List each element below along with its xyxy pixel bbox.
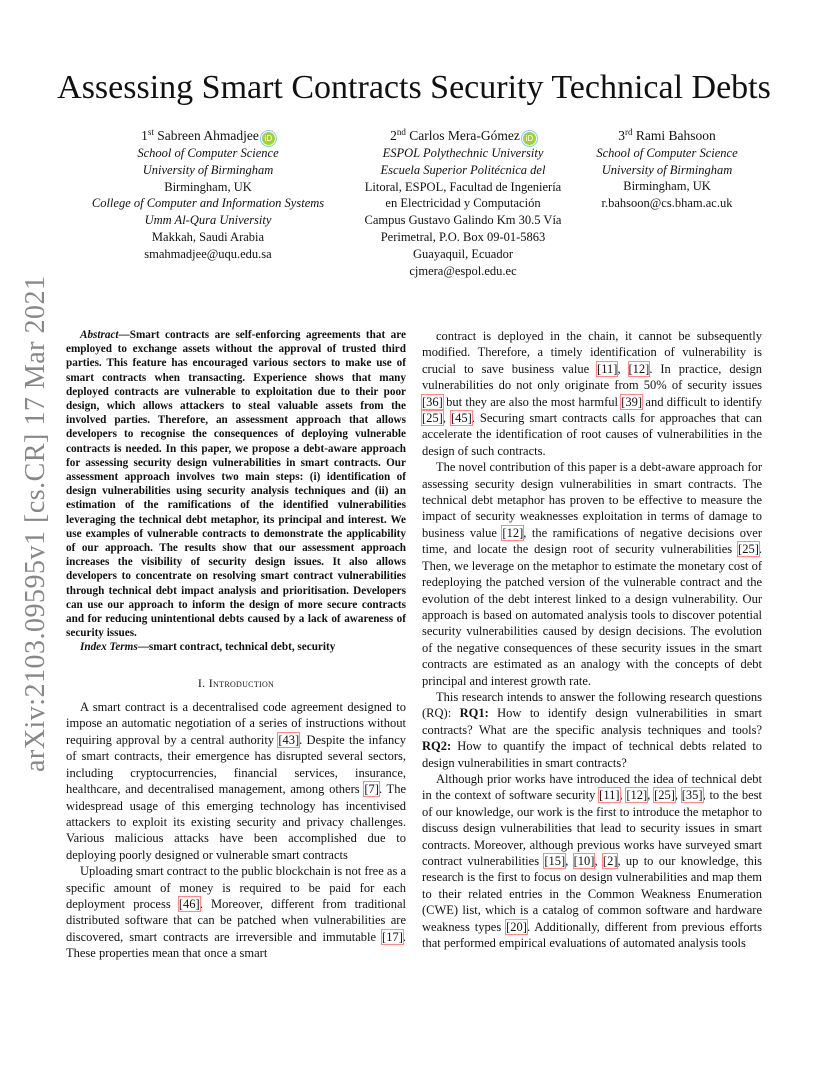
orcid-icon[interactable]: iD [262, 132, 275, 145]
citation-link[interactable]: [12] [626, 788, 648, 803]
paragraph: The novel contribution of this paper is a debt-aware approach for assessing security design vulnerabilities in smart contracts. The technical debt metaphor has proven to be effective to measure the impact of security weaknesses exploitation in terms of damage to business value [12], the ramifications of negative decisions over time, and locate the design root of security vulnerabilities [25]. Then, we leverage on the metaphor to estimate the monetary cost of redeploying the patched version of the vulnerable contract and the evolution of the debt interest linked to a design vulnerability. Our approach is based on automated analysis tools to discover potential security vulnerabilities caused by design decisions. The evolution of the negative consequences of these security issues in the smart contracts are estimated as an analogy with the concepts of debt principal and interest growth rate. [422, 460, 762, 688]
affiliation-line: ESPOL Polythechnic University [382, 146, 544, 160]
citation-link[interactable]: [11] [599, 788, 620, 803]
affiliation-line: Guayaquil, Ecuador [413, 246, 513, 261]
citation-link[interactable]: [35] [681, 788, 703, 803]
affiliation-line: Perimetral, P.O. Box 09-01-5863 [380, 229, 546, 244]
citation-link[interactable]: [20] [506, 919, 527, 934]
affiliation-line: College of Computer and Information Systems [91, 196, 325, 211]
orcid-icon[interactable]: iD [523, 132, 536, 145]
affiliation-line: University of Birmingham [142, 162, 274, 177]
affiliation-line: en Electricidad y Computación [385, 196, 541, 211]
left-column [66, 328, 406, 962]
affiliation-line: School of Computer Science [596, 145, 738, 160]
paragraph: This research intends to answer the following research questions (RQ): RQ1: How to identify design vulnerabilities in smart contracts? What are the specific analysis techniques and tools? RQ2: How to quantify the impact of technical debts related to design vulnerabilities in smart contracts? [422, 689, 762, 770]
paragraph: A smart contract is a decentralised code agreement designed to impose an automatic negotiation of a series of instructions without requiring approval by a central authority [43]. Despite the infancy of smart contracts, their emergence has disrupted several sectors, including cryptocurrencies, financial services, insurance, healthcare, and decentralised management, among others [7]. The widespread usage of this emerging technology has incentivised attackers to exploit its existing security and privacy challenges. Various malicious attacks have been accomplished due to deploying poorly designed or vulnerable smart contracts [66, 700, 407, 862]
affiliation-line: Escuela Superior Politécnica del [380, 162, 546, 177]
affiliation-line: Litoral, ESPOL, Facultad de Ingeniería [364, 179, 562, 194]
ordinal-suffix: st [147, 127, 154, 137]
abstract-label: Abstract [80, 329, 119, 341]
affiliation-line: smahmadjee@uqu.edu.sa [144, 246, 272, 261]
affiliation-line: Umm Al-Qura University [144, 213, 272, 228]
citation-link[interactable]: [12] [628, 361, 650, 376]
affiliation-line: University of Birmingham [601, 162, 733, 177]
affiliation-line: cjmera@espol.edu.ec [409, 263, 517, 278]
citation-link[interactable]: [11] [597, 361, 618, 376]
paragraph: Although prior works have introduced the idea of technical debt in the context of software security [11], [12], [25], [35], to the best of our knowledge, our work is the first to introduce the metaphor to discuss design vulnerabilities that lead to security issues in smart contracts. Moreover, although previous works have surveyed smart contract vulnerabilities [15], [10], [2], up to our knowledge, this research is the first to focus on design vulnerabilities and map them to their related entries in the Common Weakness Enumeration (CWE) list, which is a catalog of common software and hardware weakness types [20]. Additionally, different from previous efforts that performed empirical evaluations of automated analysis tools [422, 771, 763, 951]
index-terms-text: —smart contract, technical debt, security [137, 641, 336, 654]
citation-link[interactable]: [25] [654, 788, 675, 803]
author-name-line: 3rd Rami Bahsoon [618, 127, 716, 143]
ordinal-suffix: nd [396, 127, 406, 137]
research-question-label: RQ2: [422, 739, 452, 754]
citation-link[interactable]: [45] [450, 411, 472, 426]
abstract-text: —Smart contracts are self-enforcing agreements that are employed to exchange assets without the approval of trusted third parties. This feature has encouraged various sectors to make use of smart contracts when transacting. Experience shows that many deployed contracts are vulnerable to exploitation due to their poor design, which allows attackers to steal valuable assets from the involved parties. Therefore, an assessment approach that allows developers to recognise the consequences of deploying vulnerable contracts is needed. In this paper, we propose a debt-aware approach for assessing security design vulnerabilities in smart contracts. Our assessment approach involves two main steps: (i) identification of design vulnerabilities using security analysis techniques and (ii) an estimation of the ramifications of the identified vulnerabilities leveraging the technical debt metaphor, its principal and interest. We use examples of vulnerable contracts to demonstrate the applicability of our approach. The results show that our assessment approach increases the visibility of security design issues. It also allows developers to concentrate on resolving smart contract vulnerabilities through technical debt impact analysis and prioritisation. Developers can use our approach to inform the design of more secure contracts and for reducing unintentional debts caused by a lack of awareness of security issues. [66, 329, 406, 640]
citation-link[interactable]: [46] [178, 896, 200, 911]
right-column [422, 328, 762, 951]
affiliation-line: Makkah, Saudi Arabia [151, 229, 265, 244]
abstract [66, 328, 406, 640]
citation-link[interactable]: [36] [422, 394, 443, 409]
citation-link[interactable]: [2] [602, 854, 618, 868]
citation-link[interactable]: [17] [382, 929, 403, 944]
citation-link[interactable]: [25] [422, 411, 443, 426]
author-2 [348, 124, 578, 279]
paper-title: Assessing Smart Contracts Security Technical Debts [57, 69, 771, 106]
left-body [66, 699, 406, 962]
citation-link[interactable]: [39] [621, 394, 643, 409]
author-name-line: 1st Sabreen Ahmadjee iD [72, 124, 344, 145]
ordinal-suffix: rd [625, 127, 633, 137]
index-terms-label: Index Terms [80, 641, 138, 654]
paragraph: Uploading smart contract to the public blockchain is not free as a specific amount of money is required to be paid for each deployment process [46]. Moreover, different from traditional distributed software that can be patched when vulnerabilities are discovered, smart contracts are irreversible and immutable [17]. These properties mean that once a smart [66, 864, 406, 961]
citation-link[interactable]: [43] [278, 732, 300, 747]
affiliation-line: r.bahsoon@cs.bham.ac.uk [601, 196, 733, 211]
section-heading: I. Introduction [197, 675, 275, 690]
affiliation-line: Birmingham, UK [623, 179, 711, 194]
affiliation-line: School of Computer Science [137, 146, 279, 160]
citation-link[interactable]: [10] [573, 854, 595, 868]
affiliation-line: Birmingham, UK [164, 179, 252, 194]
author-1 [72, 124, 344, 263]
paragraph: contract is deployed in the chain, it cannot be subsequently modified. Therefore, a timely identification of vulnerability is crucial to save business value [11], [12]. In practice, design vulnerabilities do not only originate from 50% of security issues [36] but they are also the most harmful [39] and difficult to identify [25], [45]. Securing smart contracts calls for approaches that can accelerate the identification of root causes of vulnerabilities in the design of such contracts. [422, 329, 762, 458]
citation-link[interactable]: [12] [502, 525, 524, 540]
citation-link[interactable]: [15] [544, 854, 566, 868]
citation-link[interactable]: [7] [364, 782, 379, 797]
index-terms [66, 640, 406, 654]
author-3 [582, 124, 752, 212]
research-question-label: RQ1: [459, 706, 489, 721]
affiliation-line: Campus Gustavo Galindo Km 30.5 Vía [364, 213, 562, 228]
citation-link[interactable]: [25] [738, 542, 759, 557]
author-name-line: 2nd Carlos Mera-Gómez iD [348, 124, 578, 145]
arxiv-id: arXiv:2103.09595v1 [cs.CR] 17 Mar 2021 [20, 275, 51, 772]
right-body [422, 328, 762, 951]
